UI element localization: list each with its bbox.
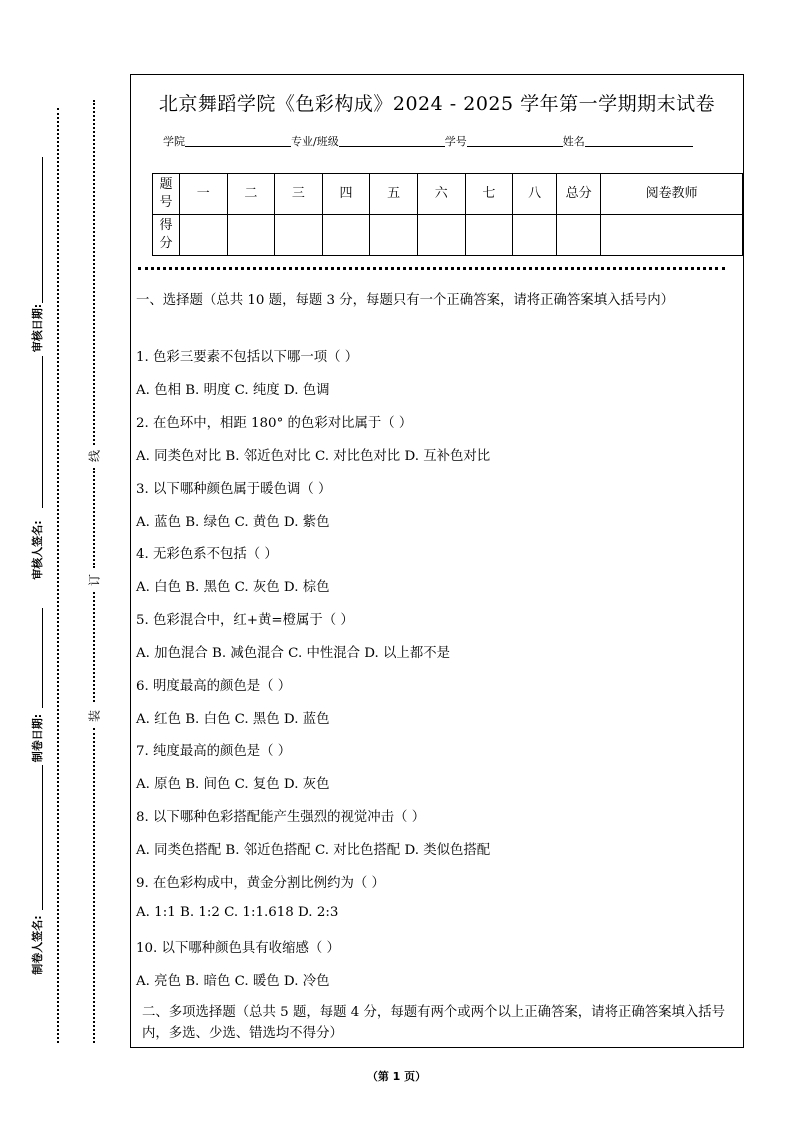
- score-header-cell: 总分: [557, 174, 601, 215]
- question-5-options: A. 加色混合 B. 减色混合 C. 中性混合 D. 以上都不是: [136, 646, 450, 661]
- score-table-score-row: [153, 215, 743, 256]
- question-4: 4. 无彩色系不包括（ ）: [136, 547, 278, 562]
- score-cell[interactable]: [601, 215, 743, 256]
- question-7: 7. 纯度最高的颜色是（ ）: [136, 744, 292, 759]
- maker-sign-label: 制卷人签名:: [31, 915, 44, 975]
- inner-dotted-line-4: [93, 728, 95, 1043]
- score-row-label: 得分: [153, 215, 180, 256]
- page-number: （第 1 页）: [366, 1070, 427, 1083]
- student-id-field[interactable]: [467, 134, 563, 147]
- page-title: 北京舞蹈学院《色彩构成》2024 - 2025 学年第一学期期末试卷: [158, 93, 716, 115]
- score-header-cell: 题号: [153, 174, 180, 215]
- question-10: 10. 以下哪种颜色具有收缩感（ ）: [136, 941, 340, 956]
- score-cell[interactable]: [417, 215, 465, 256]
- fold-cut-mark: 装: [87, 709, 102, 723]
- student-info-row: [163, 133, 693, 149]
- score-header-cell: 四: [322, 174, 370, 215]
- question-3: 3. 以下哪种颜色属于暖色调（ ）: [136, 482, 332, 497]
- score-cell[interactable]: [227, 215, 275, 256]
- score-header-cell: 一: [179, 174, 227, 215]
- question-9-options: A. 1:1 B. 1:2 C. 1:1.618 D. 2:3: [136, 905, 339, 920]
- score-header-cell: 阅卷教师: [601, 174, 743, 215]
- question-2: 2. 在色环中，相距 180° 的色彩对比属于（ ）: [136, 416, 413, 431]
- outer-dotted-line: [57, 108, 59, 1043]
- score-cell[interactable]: [322, 215, 370, 256]
- reviewer-sign-label: 审核人签名:: [31, 520, 44, 580]
- major-label: 专业/班级: [291, 135, 339, 148]
- score-header-cell: 五: [370, 174, 418, 215]
- question-8: 8. 以下哪种色彩搭配能产生强烈的视觉冲击（ ）: [136, 810, 426, 825]
- score-header-cell: 八: [513, 174, 557, 215]
- question-1-options: A. 色相 B. 明度 C. 纯度 D. 色调: [136, 383, 330, 398]
- score-table-header-row: [153, 174, 743, 215]
- score-cell[interactable]: [275, 215, 323, 256]
- student-id-label: 学号: [444, 135, 467, 148]
- inner-dotted-line-3: [93, 592, 95, 702]
- score-cell[interactable]: [513, 215, 557, 256]
- question-8-options: A. 同类色搭配 B. 邻近色搭配 C. 对比色搭配 D. 类似色搭配: [136, 843, 491, 858]
- dotted-separator: [138, 267, 725, 270]
- score-cell[interactable]: [370, 215, 418, 256]
- question-5: 5. 色彩混合中，红+黄=橙属于（ ）: [136, 613, 354, 628]
- score-cell[interactable]: [465, 215, 513, 256]
- score-header-cell: 六: [417, 174, 465, 215]
- line-cut-mark: 线: [87, 449, 102, 463]
- college-field[interactable]: [185, 134, 291, 147]
- section1-title: 一、选择题（总共 10 题，每题 3 分，每题只有一个正确答案，请将正确答案填入括号内）: [136, 293, 675, 308]
- review-date-line: [42, 157, 43, 303]
- maker-sign-line: [42, 765, 43, 910]
- question-6-options: A. 红色 B. 白色 C. 黑色 D. 蓝色: [136, 712, 330, 727]
- name-label: 姓名: [562, 135, 585, 148]
- question-1: 1. 色彩三要素不包括以下哪一项（ ）: [136, 350, 359, 365]
- question-6: 6. 明度最高的颜色是（ ）: [136, 679, 292, 694]
- score-cell[interactable]: [179, 215, 227, 256]
- score-header-cell: 二: [227, 174, 275, 215]
- question-10-options: A. 亮色 B. 暗色 C. 暖色 D. 冷色: [136, 974, 330, 989]
- question-4-options: A. 白色 B. 黑色 C. 灰色 D. 棕色: [136, 580, 330, 595]
- review-date-label: 审核日期:: [31, 303, 44, 353]
- score-header-cell: 七: [465, 174, 513, 215]
- reviewer-sign-line: [42, 356, 43, 508]
- college-label: 学院: [163, 135, 185, 148]
- name-field[interactable]: [585, 134, 693, 147]
- bind-cut-mark: 订: [87, 573, 102, 587]
- question-7-options: A. 原色 B. 间色 C. 复色 D. 灰色: [136, 777, 330, 792]
- inner-dotted-line-2: [93, 468, 95, 568]
- question-9: 9. 在色彩构成中，黄金分割比例约为（ ）: [136, 876, 385, 891]
- section2-title: 二、多项选择题（总共 5 题，每题 4 分，每题有两个或两个以上正确答案，请将正确答案填入括号内，多选、少选、错选均不得分）: [142, 1005, 726, 1041]
- inner-dotted-line-1: [93, 100, 95, 445]
- major-class-field[interactable]: [339, 134, 445, 147]
- question-2-options: A. 同类色对比 B. 邻近色对比 C. 对比色对比 D. 互补色对比: [136, 449, 491, 464]
- score-cell[interactable]: [557, 215, 601, 256]
- score-header-cell: 三: [275, 174, 323, 215]
- maker-date-label: 制卷日期:: [31, 713, 44, 763]
- question-3-options: A. 蓝色 B. 绿色 C. 黄色 D. 紫色: [136, 515, 330, 530]
- maker-date-line: [42, 608, 43, 708]
- score-table: [152, 173, 743, 256]
